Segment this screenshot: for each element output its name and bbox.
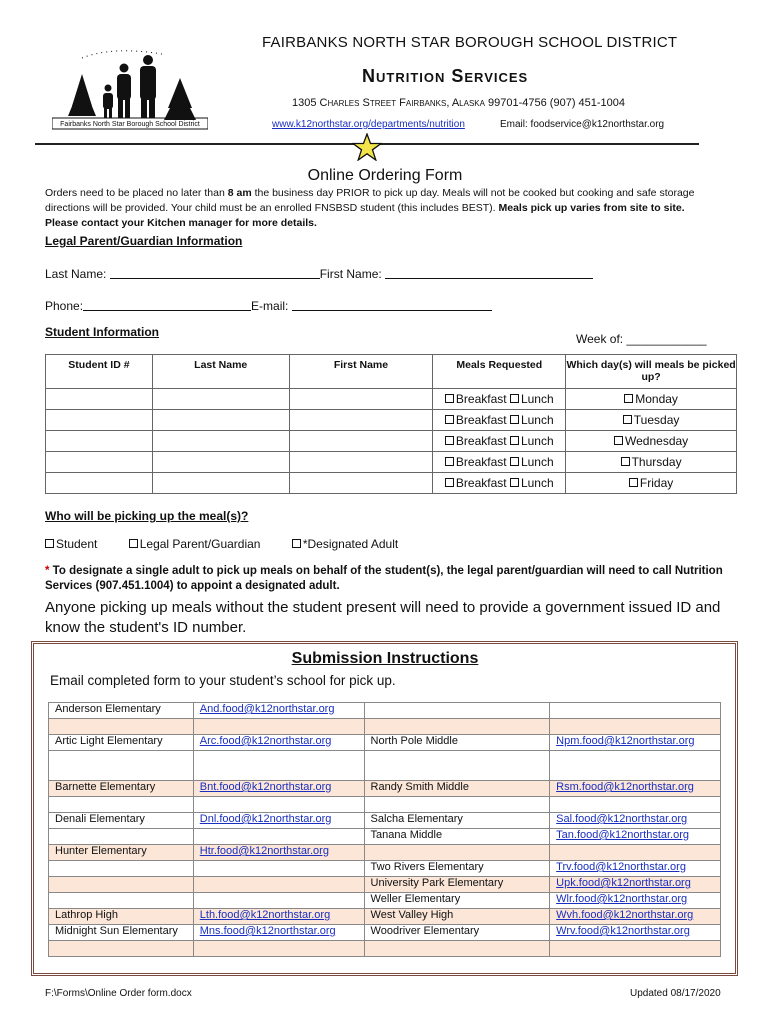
school-name: Anderson Elementary bbox=[55, 703, 161, 715]
day-wednesday[interactable]: Wednesday bbox=[566, 431, 737, 452]
submission-title: Submission Instructions bbox=[291, 650, 479, 667]
file-path: F:\Forms\Online Order form.docx bbox=[45, 988, 192, 999]
checkbox-icon bbox=[510, 457, 519, 466]
school-email-link[interactable]: Tan.food@k12northstar.org bbox=[556, 829, 690, 841]
school-email-link[interactable]: Wvh.food@k12northstar.org bbox=[556, 909, 694, 921]
website-link[interactable]: www.k12northstar.org/departments/nutrition bbox=[272, 119, 465, 130]
school-name: Artic Light Elementary bbox=[55, 735, 163, 747]
school-row bbox=[49, 813, 721, 829]
form-title: Online Ordering Form bbox=[307, 167, 463, 184]
checkbox-icon bbox=[623, 415, 632, 424]
day-monday[interactable]: Monday bbox=[566, 389, 737, 410]
school-row bbox=[49, 893, 721, 909]
checkbox-icon bbox=[510, 394, 519, 403]
school-email-link[interactable]: And.food@k12northstar.org bbox=[199, 703, 335, 715]
school-name: Tanana Middle bbox=[370, 829, 443, 841]
logo-caption: Fairbanks North Star Borough School District bbox=[60, 121, 200, 128]
checkbox-icon bbox=[45, 539, 54, 548]
day-thursday[interactable]: Thursday bbox=[566, 452, 737, 473]
submission-intro: Email completed form to your student’s school for pick up. bbox=[50, 673, 396, 688]
school-name: Denali Elementary bbox=[55, 813, 145, 825]
checkbox-icon bbox=[445, 457, 454, 466]
day-friday[interactable]: Friday bbox=[566, 473, 737, 494]
pickup-student-option[interactable]: Student bbox=[45, 537, 97, 551]
contact-email: Email: foodservice@k12northstar.org bbox=[500, 119, 665, 130]
checkbox-icon bbox=[629, 478, 638, 487]
student-row bbox=[46, 452, 737, 473]
checkbox-icon bbox=[614, 436, 623, 445]
day-tuesday[interactable]: Tuesday bbox=[566, 410, 737, 431]
meal-options[interactable]: Breakfast Lunch bbox=[433, 431, 566, 452]
school-row bbox=[49, 925, 721, 941]
parent-heading: Legal Parent/Guardian Information bbox=[45, 234, 243, 248]
school-row bbox=[49, 751, 721, 781]
school-email-link[interactable]: Sal.food@k12northstar.org bbox=[556, 813, 688, 825]
school-row bbox=[49, 829, 721, 845]
student-table bbox=[45, 354, 737, 494]
school-row bbox=[49, 797, 721, 813]
school-name: Lathrop High bbox=[55, 909, 118, 921]
student-row bbox=[46, 410, 737, 431]
school-row bbox=[49, 719, 721, 735]
school-email-link[interactable]: Npm.food@k12northstar.org bbox=[556, 735, 695, 747]
school-email-link[interactable]: Htr.food@k12northstar.org bbox=[199, 845, 329, 857]
school-row bbox=[49, 941, 721, 957]
checkbox-icon bbox=[624, 394, 633, 403]
school-email-link[interactable]: Upk.food@k12northstar.org bbox=[556, 877, 691, 889]
school-email-link[interactable]: Dnl.food@k12northstar.org bbox=[199, 813, 332, 825]
school-email-table bbox=[48, 702, 721, 957]
school-name: Hunter Elementary bbox=[55, 845, 147, 857]
checkbox-icon bbox=[292, 539, 301, 548]
school-email-link[interactable]: Lth.food@k12northstar.org bbox=[199, 909, 331, 921]
meal-options[interactable]: Breakfast Lunch bbox=[433, 473, 566, 494]
last-name-field[interactable]: Last Name: First Name: bbox=[45, 267, 593, 281]
checkbox-icon bbox=[510, 478, 519, 487]
checkbox-icon bbox=[445, 478, 454, 487]
school-name: Randy Smith Middle bbox=[370, 781, 469, 793]
checkbox-icon bbox=[445, 436, 454, 445]
pickup-designated-option[interactable]: *Designated Adult bbox=[292, 537, 398, 551]
school-email-link[interactable]: Trv.food@k12northstar.org bbox=[556, 861, 686, 873]
school-name: North Pole Middle bbox=[370, 735, 458, 747]
school-name: Two Rivers Elementary bbox=[370, 861, 484, 873]
form-intro: Orders need to be placed no later than 8 am the business day PRIOR to pick up day. Meals will not be cooked but cooking and safe storage directions will be provided. Your child must be an enrolled FNSBSD student (this includes BEST). Meals pick up varies from site to site. Please contact your Kitchen manager for more details. bbox=[45, 187, 695, 229]
govt-id-note: Anyone picking up meals without the student present will need to provide a government issued ID and know the student's ID number. bbox=[45, 599, 721, 636]
school-row bbox=[49, 909, 721, 925]
school-name: Weller Elementary bbox=[370, 893, 461, 905]
col-last-name: Last Name bbox=[152, 355, 289, 389]
pickup-guardian-option[interactable]: Legal Parent/Guardian bbox=[129, 537, 261, 551]
checkbox-icon bbox=[510, 415, 519, 424]
district-logo bbox=[52, 44, 208, 130]
checkbox-icon bbox=[445, 415, 454, 424]
phone-email-field[interactable]: Phone: E-mail: bbox=[45, 299, 492, 313]
col-student-id: Student ID # bbox=[46, 355, 153, 389]
checkbox-icon bbox=[445, 394, 454, 403]
pickup-options bbox=[45, 537, 426, 551]
school-email-link[interactable]: Rsm.food@k12northstar.org bbox=[556, 781, 694, 793]
school-email-link[interactable]: Wlr.food@k12northstar.org bbox=[556, 893, 688, 905]
student-row bbox=[46, 473, 737, 494]
school-email-link[interactable]: Bnt.food@k12northstar.org bbox=[199, 781, 332, 793]
school-row bbox=[49, 735, 721, 751]
school-email-link[interactable]: Wrv.food@k12northstar.org bbox=[556, 925, 690, 937]
school-row bbox=[49, 781, 721, 797]
school-row bbox=[49, 861, 721, 877]
meal-options[interactable]: Breakfast Lunch bbox=[433, 389, 566, 410]
department-name: Nutrition Services bbox=[362, 66, 529, 86]
checkbox-icon bbox=[621, 457, 630, 466]
meal-options[interactable]: Breakfast Lunch bbox=[433, 452, 566, 473]
school-name: University Park Elementary bbox=[370, 877, 504, 889]
col-first-name: First Name bbox=[289, 355, 433, 389]
pickup-heading: Who will be picking up the meal(s)? bbox=[45, 509, 249, 523]
school-email-link[interactable]: Mns.food@k12northstar.org bbox=[199, 925, 336, 937]
col-meals: Meals Requested bbox=[433, 355, 566, 389]
student-heading: Student Information bbox=[45, 325, 159, 339]
student-row bbox=[46, 389, 737, 410]
address: 1305 Charles Street Fairbanks, Alaska 99701-4756 (907) 451-1004 bbox=[292, 97, 626, 109]
school-row bbox=[49, 877, 721, 893]
checkbox-icon bbox=[510, 436, 519, 445]
week-of-field[interactable]: Week of: ____________ bbox=[576, 332, 707, 346]
school-name: Midnight Sun Elementary bbox=[55, 925, 178, 937]
school-row bbox=[49, 845, 721, 861]
checkbox-icon bbox=[129, 539, 138, 548]
designate-note: * To designate a single adult to pick up meals on behalf of the student(s), the legal parent/guardian will need to call Nutrition Services (907.451.1004) to appoint a designated adult. bbox=[45, 565, 723, 592]
updated-date: Updated 08/17/2020 bbox=[630, 988, 721, 999]
district-name: FAIRBANKS NORTH STAR BOROUGH SCHOOL DISTRICT bbox=[262, 34, 678, 51]
col-days: Which day(s) will meals be picked up? bbox=[566, 355, 737, 389]
school-name: Barnette Elementary bbox=[55, 781, 156, 793]
meal-options[interactable]: Breakfast Lunch bbox=[433, 410, 566, 431]
school-name: Salcha Elementary bbox=[370, 813, 463, 825]
school-email-link[interactable]: Arc.food@k12northstar.org bbox=[199, 735, 332, 747]
star-icon bbox=[352, 133, 382, 161]
school-name: West Valley High bbox=[370, 909, 454, 921]
school-name: Woodriver Elementary bbox=[370, 925, 480, 937]
school-row bbox=[49, 703, 721, 719]
student-row bbox=[46, 431, 737, 452]
